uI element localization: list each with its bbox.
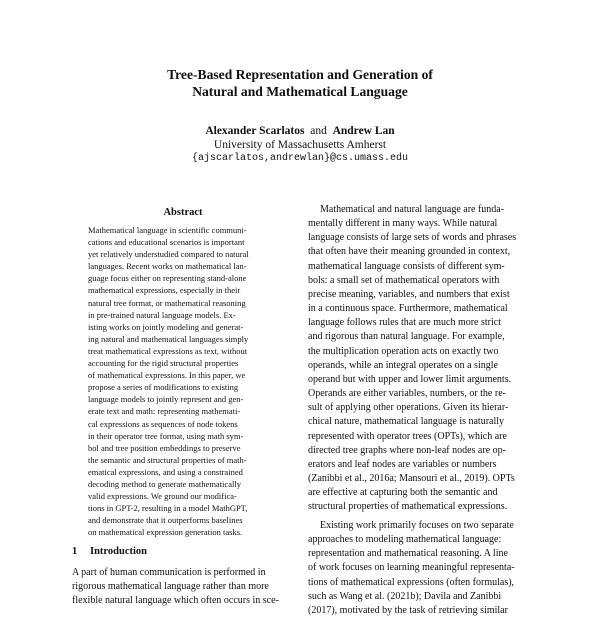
text-line: that often have their meaning grounded in context, (308, 246, 511, 258)
text-line: Mathematical and natural language are funda- (320, 204, 505, 215)
text-line: structural properties of mathematical expressions. (308, 501, 508, 513)
text-line: treat mathematical expressions as text, without (88, 345, 248, 356)
title-line: Tree-Based Representation and Generation of (167, 67, 433, 82)
text-line: ing natural and mathematical languages simply (88, 333, 249, 344)
right-column-text (308, 203, 530, 618)
text-line: chical nature, mathematical language is naturally (308, 416, 505, 428)
text-line: yet relatively understudied compared to natural (88, 249, 249, 260)
title-line: Natural and Mathematical Language (192, 84, 408, 99)
text-line: the semantic and structural properties of math- (88, 454, 247, 465)
text-line: the multiplication operation acts on exactly two (308, 345, 499, 357)
text-line: representation and mathematical reasoning. A line (308, 548, 508, 560)
text-line: valid expressions. We ground our modifica- (88, 491, 237, 502)
text-line: language models to jointly represent and gen- (88, 394, 244, 405)
paper-title (100, 66, 500, 100)
text-line: Operands are either variables, numbers, or the re- (308, 388, 506, 400)
text-line: accounting for the rigid structural properties (88, 358, 239, 369)
text-line: Mathematical language in scientific communi- (88, 225, 247, 235)
section-number: 1 (72, 546, 78, 557)
text-line: guage focus either on representing stand-alone (88, 273, 247, 284)
text-line: in a continuous space. Furthermore, mathematical (308, 303, 508, 315)
text-line: languages. Recent works on mathematical lan- (88, 261, 247, 272)
text-line: flexible natural language which often occurs in sce- (72, 595, 279, 607)
paragraph (308, 203, 530, 514)
text-line: represented with operator trees (OPTs), which are (308, 430, 507, 442)
text-line: precise meaning, variables, and numbers that exist (308, 288, 510, 300)
text-line: bols: a small set of mathematical operators with (308, 274, 500, 286)
text-line: mentally different in many ways. While natural (308, 218, 498, 230)
author-name: Andrew Lan (332, 125, 395, 137)
text-line: natural tree format, or mathematical reasoning (88, 297, 246, 308)
text-line: mathematical expressions, especially in their (88, 285, 241, 296)
section-title: Introduction (90, 546, 147, 557)
author-email: {ajscarlatos,andrewlan}@cs.umass.edu (191, 153, 409, 164)
paragraph (308, 519, 530, 618)
text-line: isting works on jointly modeling and generat- (88, 321, 244, 332)
text-line: cations and educational scenarios is important (88, 237, 245, 248)
text-line: operands, while an integral operates on a single (308, 359, 498, 371)
text-line: directed tree graphs where non-leaf nodes are op- (308, 444, 506, 456)
text-line: tions in GPT-2, resulting in a model MathGPT, (88, 503, 248, 514)
text-line: operand but with upper and lower limit arguments. (308, 373, 512, 385)
text-line: bol and tree position embeddings to preserve (88, 442, 241, 453)
abstract-body (88, 224, 278, 538)
text-line: (2017), motivated by the task of retrieving similar (308, 604, 508, 616)
text-line: erate text and math: representing mathemati- (88, 406, 241, 417)
abstract-heading: Abstract (163, 207, 203, 218)
text-line: Existing work primarily focuses on two separate (320, 519, 514, 531)
text-line: A part of human communication is performed in (72, 567, 266, 578)
text-line: language follows rules that are much more strict (308, 317, 501, 329)
text-line: mathematical language consists of different sym- (308, 260, 505, 272)
text-line: approaches to modeling mathematical language: (308, 534, 502, 546)
text-line: erators and leaf nodes are variables or numbers (308, 458, 497, 470)
text-line: (Zanibbi et al., 2016a; Mansouri et al., 2019). OPTs (308, 472, 515, 484)
text-line: decoding method to generate mathematically (88, 478, 241, 489)
section-heading (72, 545, 292, 558)
text-line: rigorous mathematical language rather than more (72, 581, 269, 593)
text-line: sult of applying other operations. Given its hierar- (308, 402, 509, 414)
text-line: ematical expressions, and using a constrained (88, 466, 243, 477)
text-line: in pre-trained natural language models. Ex- (88, 309, 236, 320)
author-list (100, 124, 500, 138)
text-line: of work focuses on learning meaningful representa- (308, 562, 515, 574)
text-line: cal expressions as sequences of node tokens (88, 418, 238, 429)
text-line: and demonstrate that it outperforms baselines (88, 515, 243, 526)
text-line: of mathematical expressions. In this paper, we (88, 370, 246, 381)
text-line: in their operator tree format, using math sym- (88, 430, 244, 441)
introduction-text (72, 566, 294, 609)
text-line: on mathematical expression generation tasks. (88, 527, 243, 538)
text-line: tions of mathematical expressions (often formulas), (308, 576, 515, 588)
text-line: language consists of large sets of words and phrases (308, 232, 517, 244)
author-name: Alexander Scarlatos (205, 125, 305, 137)
text-line: and rigorous than natural language. For example, (308, 331, 505, 343)
text-line: such as Wang et al. (2021b); Davila and Zanibbi (308, 590, 502, 602)
affiliation: University of Massachusetts Amherst (213, 139, 387, 151)
text-line: are effective at capturing both the semantic and (308, 487, 498, 499)
author-conjunction: and (310, 125, 327, 137)
text-line: propose a series of modifications to existing (88, 382, 239, 393)
